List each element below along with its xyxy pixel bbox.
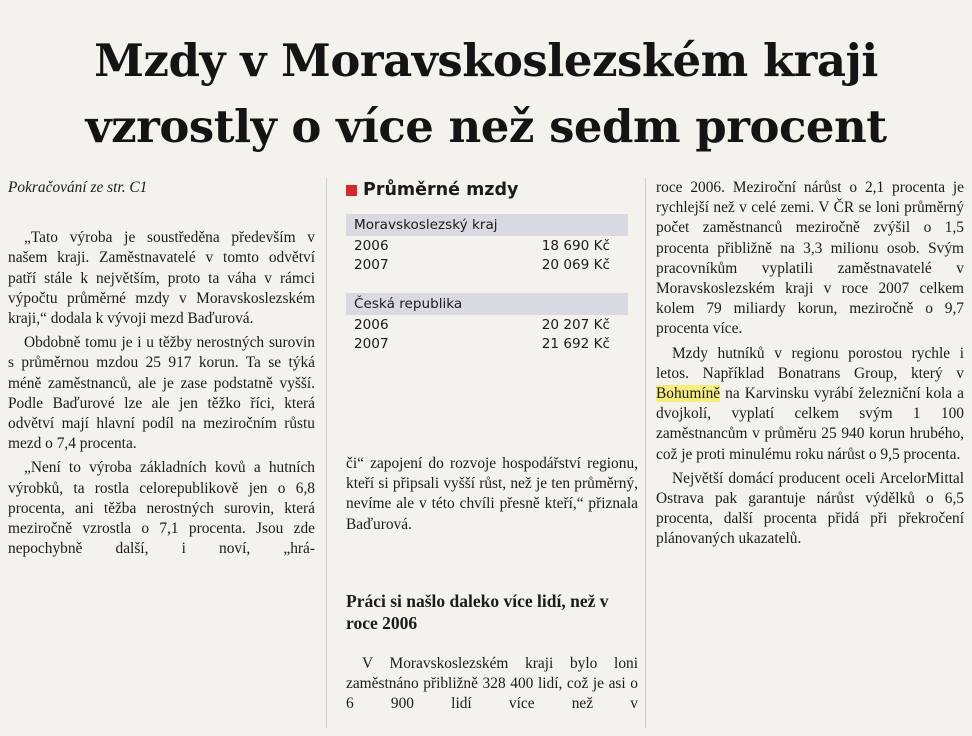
table-header: Česká republika [346, 293, 628, 315]
paragraph: Obdobně tomu je i u těžby nerostných surovin s průměrnou mzdou 25 917 korun. Ta se týká méně zaměstnanců, ale je zase podstatně vyšší. Podle Baďurové lze ale jen těžko říci, která odvětví mají hlavní podíl na meziročním růstu mezd o 7,4 procenta. [8, 334, 315, 453]
headline-line-1: Mzdy v Moravskoslezském kraji [94, 34, 878, 87]
year-cell: 2006 [354, 317, 389, 333]
subheading: Práci si našlo daleko více lidí, než v roce 2006 [346, 591, 609, 633]
headline-line-2: vzrostly o více než sedm procent [85, 100, 887, 153]
paragraph: či“ zapojení do rozvoje hospodářství regionu, kteří si připsali vyšší růst, než je ten průměrný, nevíme ale v této chvíli přesně kteří,“ přiznala Baďurová. [346, 455, 638, 533]
column-divider [326, 178, 327, 728]
column-divider [645, 178, 646, 728]
table-row [346, 315, 618, 334]
wage-table-country [346, 293, 628, 353]
article-column-2-continued [346, 654, 638, 715]
box-title [346, 178, 628, 202]
table-row [346, 236, 618, 255]
paragraph: „Tato výroba je soustředěna především v našem kraji. Zaměstnavatelé v tomto odvětví patří stále k největším, proto ta váha v rámci výpočtu průměrné mzdy v Moravskoslezském kraji,“ dodala k vývoji mezd Baďurová. [8, 229, 315, 328]
table-header: Moravskoslezský kraj [346, 214, 628, 236]
average-wages-box [346, 178, 628, 353]
year-cell: 2007 [354, 336, 389, 352]
wage-cell: 18 690 Kč [541, 238, 610, 254]
year-cell: 2007 [354, 257, 389, 273]
paragraph: Největší domácí producent oceli ArcelorMittal Ostrava pak garantuje nárůst výdělků o 6,5 procenta, další procenta přidá při překročení plánovaných ukazatelů. [656, 469, 964, 548]
year-cell: 2006 [354, 238, 389, 254]
paragraph: V Moravskoslezském kraji bylo loni zaměstnáno přibližně 328 400 lidí, což je asi o 6 900 lidí více než v [346, 655, 638, 713]
text-run: Mzdy hutníků v regionu porostou rychle i letos. Například Bonatrans Group, který v [656, 344, 964, 382]
red-square-icon [346, 185, 357, 196]
highlighted-text: Bohumíně [656, 385, 721, 403]
wage-table-region [346, 214, 628, 274]
text-run: na Karvinsku vyrábí železniční kola a dvojkolí, vyplatí celkem svým 1 100 zaměstnancům v průměru 25 940 korun hrubého, což je proti minulému roku nárůst o 9,5 procenta. [656, 385, 964, 463]
article-column-2 [346, 454, 638, 535]
paragraph [656, 344, 964, 465]
wage-cell: 20 207 Kč [541, 317, 610, 333]
table-row [346, 334, 618, 353]
wage-cell: 21 692 Kč [541, 336, 610, 352]
wage-cell: 20 069 Kč [541, 257, 610, 273]
paragraph: „Není to výroba základních kovů a hutních výrobků, ta rostla celorepublikově jen o 6,8 procenta, ani těžba nerostných surovin, která meziročně vzrostla o 7,1 procenta. Jsou zde nepochybně další, i noví, „hrá- [8, 459, 315, 558]
box-title-text: Průměrné mzdy [363, 180, 519, 200]
paragraph: roce 2006. Meziroční nárůst o 2,1 procenta je rychlejší než v celé zemi. V ČR se loni průměrný počet zaměstnanců meziročně zvýšil o 1,5 procenta přibližně na 3,3 milionu osob. Svým pracovníkům vyplatili zaměstnavatelé v Moravskoslezském kraji v roce 2007 celkem kolem 79 miliardy korun, meziročně o 9,7 procenta více. [656, 179, 964, 338]
article-column-1 [8, 178, 315, 559]
article-column-3 [656, 178, 964, 550]
table-row [346, 255, 618, 274]
continuation-note: Pokračování ze str. C1 [8, 179, 148, 196]
